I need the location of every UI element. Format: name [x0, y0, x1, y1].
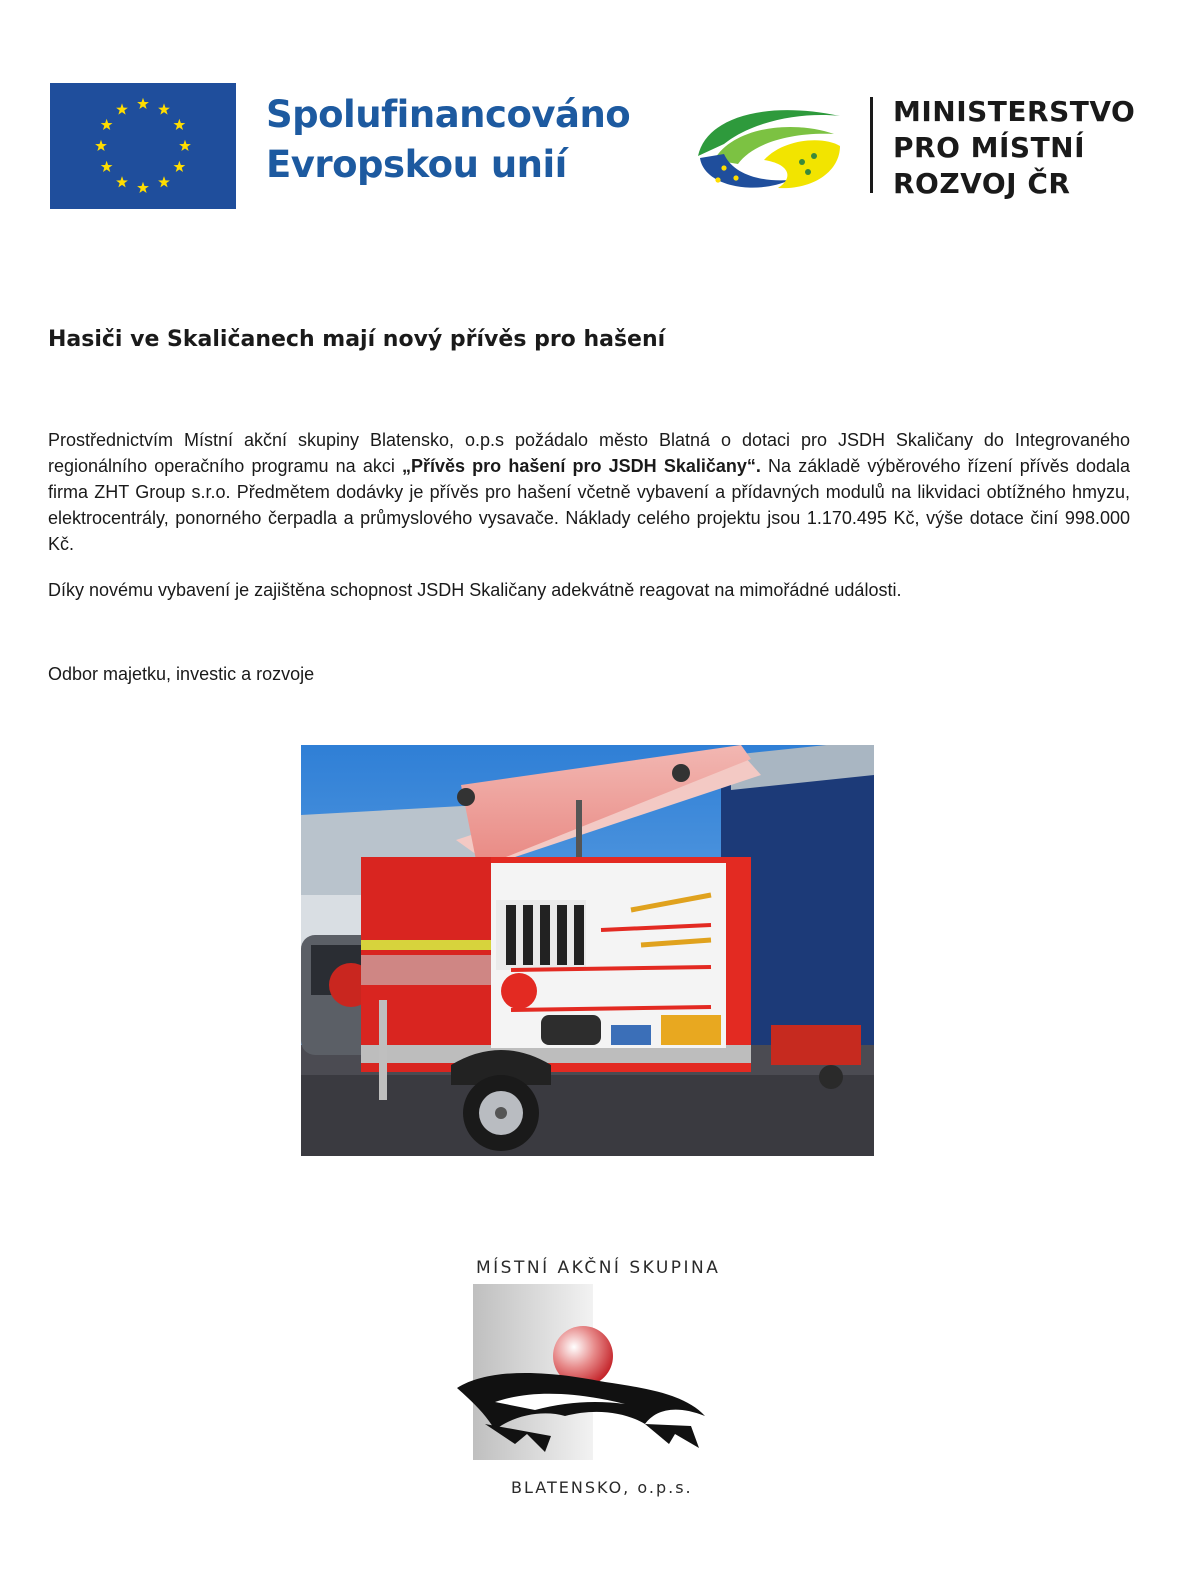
eu-text-line2: Evropskou unií [266, 143, 567, 186]
paragraph-1-text-end: Na základě výběrového řízení přívěs dodala firma ZHT Group s.r.o. Předmětem dodávky je přívěs pro hašení včetně vybavení a přídavných modulů na likvidaci obtížného hmyzu, elektrocentrály, ponorného čerpadla a průmyslového vysavače. Náklady celého projektu jsou 1.170.495 Kč, výše dotace činí 998.000 Kč. [48, 456, 1131, 554]
eu-star-icon [95, 140, 107, 151]
eu-star-icon [101, 161, 113, 172]
eu-star-icon [137, 182, 149, 193]
eu-star-icon [179, 140, 191, 151]
mmr-emblem-logo [694, 98, 842, 194]
eu-star-icon [173, 119, 185, 130]
eu-flag-logo [50, 83, 236, 209]
eu-stars-icon [50, 83, 236, 209]
eu-star-icon [116, 176, 128, 187]
fire-trailer-photo [301, 745, 874, 1156]
eu-star-icon [101, 119, 113, 130]
mmr-text-line1: MINISTERSTVO [893, 95, 1136, 128]
mas-logo-top-text: MÍSTNÍ AKČNÍ SKUPINA [476, 1258, 721, 1278]
project-name-bold: „Přívěs pro hašení pro JSDH Skaličany“. [401, 456, 761, 476]
eu-text-line1: Spolufinancováno [266, 93, 631, 136]
article-paragraph-2: Díky novému vybavení je zajištěna schopnost JSDH Skaličany adekvátně reagovat na mimořádné události. [48, 580, 902, 600]
eu-star-icon [158, 103, 170, 114]
mmr-logo-text [893, 94, 1163, 202]
eu-cofinanced-text [266, 90, 646, 190]
paragraph-1-text-start: Prostřednictvím Místní akční skupiny Blatensko, o.p.s požádalo město Blatná o dotaci pro JSDH Skaličany do Integrovaného regionálního operačního programu na akci [48, 430, 1130, 476]
article-signature: Odbor majetku, investic a rozvoje [48, 664, 315, 684]
eu-star-icon [173, 161, 185, 172]
article-paragraph-1 [48, 427, 1130, 557]
mas-logo-bottom-text: BLATENSKO, o.p.s. [511, 1478, 693, 1497]
eu-star-icon [116, 103, 128, 114]
mas-logo-graphic [455, 1284, 715, 1460]
mmr-divider [870, 97, 873, 193]
article-title: Hasiči ve Skaličanech mají nový přívěs pro hašení [48, 327, 666, 352]
mmr-text-line3: ROZVOJ ČR [893, 167, 1071, 200]
eu-star-icon [137, 98, 149, 109]
eu-star-icon [158, 176, 170, 187]
mmr-text-line2: PRO MÍSTNÍ [893, 131, 1086, 164]
